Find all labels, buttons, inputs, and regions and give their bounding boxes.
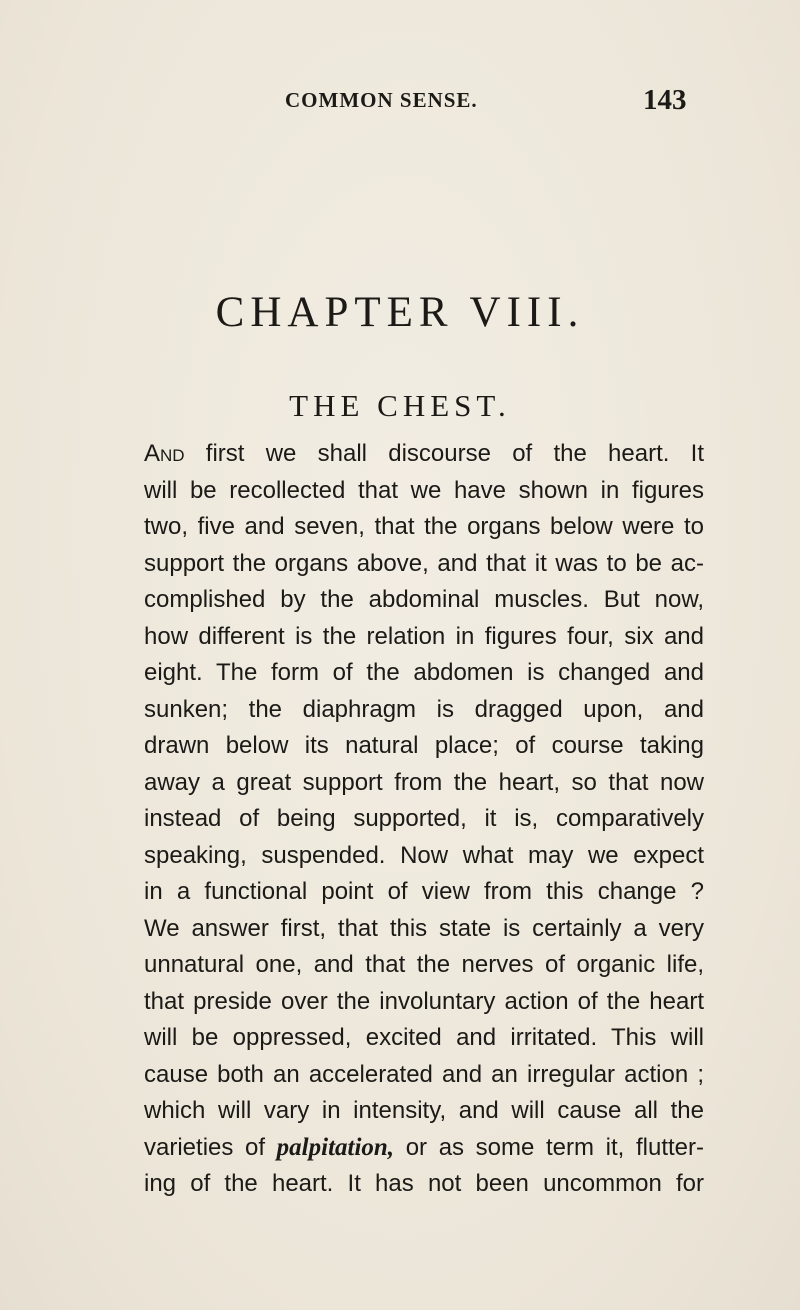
- emphasis-word: palpitation,: [276, 1133, 395, 1161]
- lead-word: And: [144, 440, 185, 467]
- text-line: will be oppressed, excited and irritated. This will: [144, 1024, 704, 1051]
- text-line: eight. The form of the abdomen is changed and: [144, 659, 704, 686]
- text-line: two, five and seven, that the organs below were to: [144, 513, 704, 540]
- running-title: COMMON SENSE.: [285, 88, 478, 112]
- text-line: how different is the relation in figures four, six and: [144, 622, 704, 650]
- text-line: away a great support from the heart, so that now: [144, 768, 704, 796]
- text-line: that preside over the involuntary action of the heart: [144, 987, 704, 1015]
- text-line: in a functional point of view from this change ?: [144, 878, 704, 905]
- text-line: complished by the abdominal muscles. But now,: [144, 586, 704, 613]
- page-number: 143: [643, 84, 687, 116]
- chapter-heading: CHAPTER VIII.: [215, 289, 585, 336]
- text-line: support the organs above, and that it was to be ac-: [144, 549, 704, 577]
- text-line: which will vary in intensity, and will cause all the: [144, 1097, 704, 1124]
- running-header: [0, 84, 800, 124]
- text-line: speaking, suspended. Now what may we expect: [144, 841, 704, 869]
- text-line: will be recollected that we have shown in figures: [144, 476, 704, 504]
- text-line: drawn below its natural place; of course taking: [144, 732, 704, 759]
- text-line: unnatural one, and that the nerves of organic life,: [144, 951, 704, 978]
- text-line: And first we shall discourse of the heart. It: [144, 440, 704, 467]
- body-paragraph: [144, 436, 704, 1203]
- text-line: sunken; the diaphragm is dragged upon, and: [144, 695, 704, 723]
- text-line: cause both an accelerated and an irregular action ;: [144, 1060, 704, 1088]
- text-line: ing of the heart. It has not been uncommon for: [144, 1170, 704, 1197]
- section-heading: THE CHEST.: [289, 388, 511, 423]
- text-line: instead of being supported, it is, comparatively: [144, 805, 704, 832]
- text-line: We answer first, that this state is certainly a very: [144, 914, 704, 942]
- text-line: varieties of palpitation, or as some term it, flutter-: [144, 1133, 704, 1161]
